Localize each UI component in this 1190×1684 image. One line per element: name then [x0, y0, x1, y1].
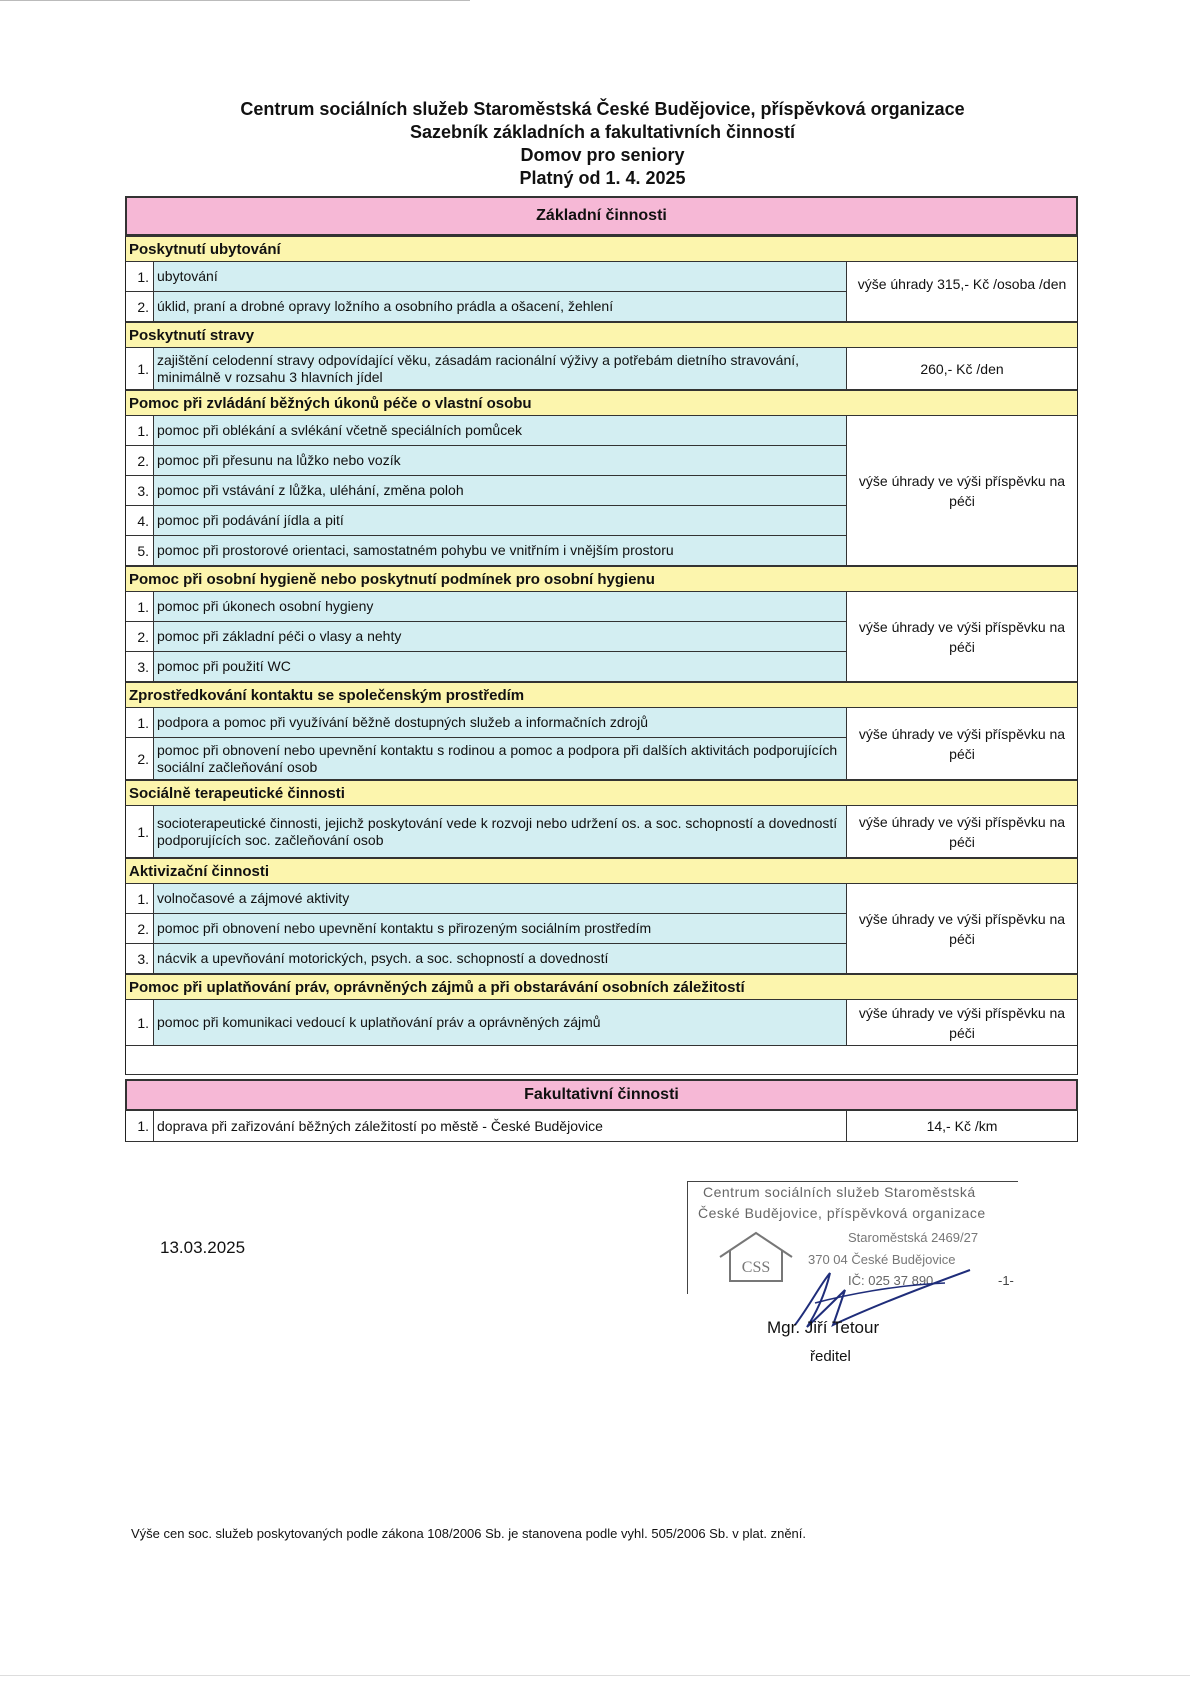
row-number: 5.	[126, 536, 154, 565]
category-meals: Poskytnutí stravy	[125, 322, 1078, 348]
table-row	[126, 1000, 846, 1046]
table-row	[126, 592, 846, 622]
bottom-edge-line	[0, 1675, 1190, 1676]
price-cell: výše úhrady ve výši příspěvku na péči	[846, 708, 1077, 780]
row-text: zajištění celodenní stravy odpovídající věku, zásadám racionální výživy a potřebám dietního stravování, minimálně v rozsahu 3 hlavních jídel	[154, 348, 846, 389]
facility-title: Domov pro seniory	[520, 145, 685, 165]
category-accommodation: Poskytnutí ubytování	[125, 236, 1078, 262]
table-row	[126, 292, 846, 322]
row-number: 3.	[126, 476, 154, 505]
signatory-role: ředitel	[810, 1348, 851, 1365]
table-row	[126, 262, 846, 292]
row-number: 1.	[126, 592, 154, 621]
document-date: 13.03.2025	[160, 1238, 246, 1257]
stamp-line: Staroměstská 2469/27	[848, 1230, 979, 1245]
price-table	[125, 196, 1078, 1142]
row-text: podpora a pomoc při využívání běžně dostupných služeb a informačních zdrojů	[154, 708, 846, 737]
price-cell: výše úhrady ve výši příspěvku na péči	[846, 1000, 1077, 1046]
row-text: pomoc při obnovení nebo upevnění kontaktu s rodinou a pomoc a podpora při dalších aktivitách podporujících sociální začleňování osob	[154, 738, 846, 779]
row-number: 1.	[126, 416, 154, 445]
row-number: 2.	[126, 446, 154, 475]
row-text: pomoc při prostorové orientaci, samostatném pohybu ve vnitřním i vnějším prostoru	[154, 536, 846, 565]
table-row	[126, 738, 846, 780]
category-social-contact: Zprostředkování kontaktu se společenským prostředím	[125, 682, 1078, 708]
footnote: Výše cen soc. služeb poskytovaných podle zákona 108/2006 Sb. je stanovena podle vyhl. 505/2006 Sb. v plat. znění.	[131, 1526, 807, 1541]
category-activation: Aktivizační činnosti	[125, 858, 1078, 884]
basic-section-header: Základní činnosti	[125, 196, 1078, 236]
table-row	[126, 416, 846, 446]
price-cell: výše úhrady ve výši příspěvku na péči	[846, 884, 1077, 974]
top-edge-line	[0, 0, 470, 1]
table-row	[126, 914, 846, 944]
category-rights: Pomoc při uplatňování práv, oprávněných zájmů a při obstarávání osobních záležitostí	[125, 974, 1078, 1000]
row-number: 1.	[126, 1111, 154, 1141]
category-hygiene: Pomoc při osobní hygieně nebo poskytnutí podmínek pro osobní hygienu	[125, 566, 1078, 592]
table-row	[126, 944, 846, 974]
row-number: 1.	[126, 708, 154, 737]
table-row	[126, 446, 846, 476]
empty-row	[125, 1046, 1078, 1075]
row-text: pomoc při vstávání z lůžka, uléhání, změna poloh	[154, 476, 846, 505]
group-social-therapy	[125, 806, 1078, 858]
row-text: socioterapeutické činnosti, jejichž poskytování vede k rozvoji nebo udržení os. a soc. schopností a dovedností podporujících soc. začleňování osob	[154, 806, 846, 857]
table-row	[126, 1111, 846, 1141]
row-number: 1.	[126, 884, 154, 913]
optional-section-header: Fakultativní činnosti	[125, 1079, 1078, 1111]
row-number: 2.	[126, 914, 154, 943]
row-text: pomoc při úkonech osobní hygieny	[154, 592, 846, 621]
price-cell: výše úhrady ve výši příspěvku na péči	[846, 806, 1077, 858]
page-number: -1-	[998, 1273, 1014, 1288]
document-header	[125, 98, 1080, 190]
price-cell: 14,- Kč /km	[846, 1111, 1077, 1141]
row-number: 4.	[126, 506, 154, 535]
row-text: pomoc při podávání jídla a pití	[154, 506, 846, 535]
table-row	[126, 622, 846, 652]
org-title: Centrum sociálních služeb Staroměstská České Budějovice, příspěvková organizace	[240, 99, 965, 119]
house-logo-icon	[716, 1227, 796, 1292]
row-number: 1.	[126, 348, 154, 389]
row-number: 1.	[126, 262, 154, 291]
group-social-contact	[125, 708, 1078, 780]
table-row	[126, 536, 846, 566]
table-row	[126, 506, 846, 536]
row-number: 1.	[126, 1000, 154, 1045]
table-row	[126, 708, 846, 738]
row-text: doprava při zařizování běžných záležitostí po městě - České Budějovice	[154, 1111, 846, 1141]
row-number: 2.	[126, 292, 154, 321]
stamp-line: Centrum sociálních služeb Staroměstská	[703, 1184, 976, 1200]
price-cell: výše úhrady ve výši příspěvku na péči	[846, 592, 1077, 682]
price-cell: výše úhrady ve výši příspěvku na péči	[846, 416, 1077, 566]
group-self-care	[125, 416, 1078, 566]
row-number: 1.	[126, 806, 154, 857]
row-number: 2.	[126, 622, 154, 651]
table-row	[126, 348, 846, 390]
price-cell: 260,- Kč /den	[846, 348, 1077, 390]
table-row	[126, 806, 846, 858]
signatory-name: Mgr. Jiří Tetour	[767, 1318, 880, 1337]
row-text: pomoc při komunikaci vedoucí k uplatňování práv a oprávněných zájmů	[154, 1000, 846, 1045]
group-rights	[125, 1000, 1078, 1046]
group-activation	[125, 884, 1078, 974]
row-text: ubytování	[154, 262, 846, 291]
stamp-line: České Budějovice, příspěvková organizace	[698, 1205, 986, 1221]
row-number: 3.	[126, 944, 154, 973]
row-number: 2.	[126, 738, 154, 779]
group-optional	[125, 1111, 1078, 1142]
row-text: pomoc při základní péči o vlasy a nehty	[154, 622, 846, 651]
doc-title: Sazebník základních a fakultativních činností	[409, 122, 796, 142]
validity-date: Platný od 1. 4. 2025	[519, 168, 686, 188]
row-text: úklid, praní a drobné opravy ložního a osobního prádla a ošacení, žehlení	[154, 292, 846, 321]
row-text: nácvik a upevňování motorických, psych. a soc. schopností a dovedností	[154, 944, 846, 973]
price-cell: výše úhrady 315,- Kč /osoba /den	[846, 262, 1077, 322]
table-row	[126, 884, 846, 914]
row-text: pomoc při přesunu na lůžko nebo vozík	[154, 446, 846, 475]
row-text: pomoc při oblékání a svlékání včetně speciálních pomůcek	[154, 416, 846, 445]
table-row	[126, 652, 846, 682]
row-number: 3.	[126, 652, 154, 681]
category-self-care: Pomoc při zvládání běžných úkonů péče o vlastní osobu	[125, 390, 1078, 416]
table-row	[126, 476, 846, 506]
row-text: volnočasové a zájmové aktivity	[154, 884, 846, 913]
group-accommodation	[125, 262, 1078, 322]
row-text: pomoc při obnovení nebo upevnění kontaktu s přirozeným sociálním prostředím	[154, 914, 846, 943]
stamp-line: 370 04 České Budějovice	[808, 1252, 956, 1267]
group-meals	[125, 348, 1078, 390]
stamp-line: IČ: 025 37 890	[848, 1273, 934, 1288]
group-hygiene	[125, 592, 1078, 682]
row-text: pomoc při použití WC	[154, 652, 846, 681]
logo-text: CSS	[741, 1259, 771, 1276]
category-social-therapy: Sociálně terapeutické činnosti	[125, 780, 1078, 806]
